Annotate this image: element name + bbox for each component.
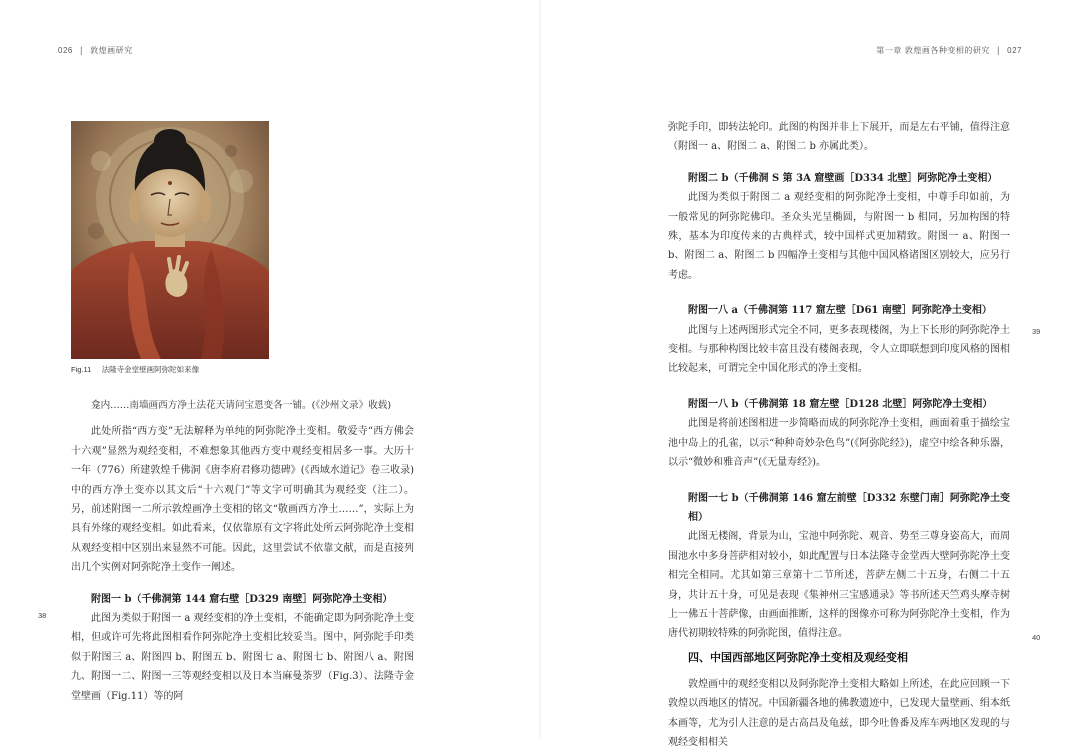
paragraph: 此图为类似于附图二 a 观经变相的阿弥陀净土变相，中尊手印如前，为一般常见的阿弥陀佛印。圣众头光呈椭圆，与附图一 b 相同，另加构图的特殊，基本为印度传来的古典样式，较中国样式更加精致。附图一 a、附图一 b、附图二 a、附图二 b 四幅净土变相与其他中国风格诸图区别较大，应另行考虑。 — [668, 192, 1010, 281]
left-page-number: 026 — [58, 46, 73, 55]
paragraph: 此图是将前述图相进一步简略而成的阿弥陀净土变相，画面着重于描绘宝池中岛上的孔雀，以示“种种奇妙杂色鸟”(《阿弥陀经》)，虚空中绘各种乐器，以示“微妙和雅音声”(《无量寿经》)。 — [668, 418, 1010, 469]
left-header-title: 敦煌画研究 — [90, 46, 133, 55]
spacer — [71, 578, 414, 590]
paragraph: 此处所指“西方变”无法解释为单纯的阿弥陀净土变相。敬爱寺“西方佛会十六观”显然为观经变相，不难想象其他西方变中观经变相居多一事。大历十一年（776）所建敦煌千佛洞《唐李府君修功德碑》(《西域水道记》卷三收录)中的西方净土变亦以其文后“十六观门”等文字可明确其为观经变（注二）。另，前述附图一二所示敦煌画净土变相的铭文“敬画西方净土……”，实际上为具有外缘的观经变相。如此看来，仅依靠原有文字将此处所云阿弥陀净土变相从观经变相中区别出来显然不可能。因此，这里尝试不依靠文献，而是直接列出几个实例对阿弥陀净土变作一阐述。 — [71, 426, 414, 574]
plate-heading: 附图一 b（千佛洞第 144 窟右壁［D329 南壁］阿弥陀净土变相） — [91, 593, 393, 605]
paragraph: 此图与上述两图形式完全不同，更多表现楼阁，为上下长形的阿弥陀净土变相。与那种构图比较丰富且没有楼阁表现，令人立即联想到印度风格的图相比较起来，可谓完全中国化形式的净土变相。 — [668, 324, 1010, 375]
plate-heading: 附图一八 a（千佛洞第 117 窟左壁［D61 南壁］阿弥陀净土变相） — [688, 305, 992, 317]
right-margin-number: 40 — [1032, 633, 1041, 642]
left-text-column — [71, 396, 414, 706]
header-separator: | — [79, 46, 84, 55]
plate-heading: 附图一七 b（千佛洞第 146 窟左前壁［D332 东壁门南］阿弥陀净土变相） — [688, 492, 1010, 523]
figure-caption-text: 法隆寺金堂壁画阿弥陀如来像 — [101, 365, 200, 374]
spacer — [668, 157, 1010, 169]
figure-caption — [71, 364, 199, 375]
section-heading: 四、中国西部地区阿弥陀净土变相及观经变相 — [688, 650, 908, 664]
plate-heading: 附图一八 b（千佛洞第 18 窟左壁［D128 北壁］阿弥陀净土变相） — [688, 398, 993, 410]
paragraph-continuation: 弥陀手印，即转法轮印。此图的构图并非上下展开，而是左右平铺，值得注意（附图一 a、附图二 a、附图二 b 亦属此类）。 — [668, 122, 1010, 153]
book-gutter — [539, 0, 541, 738]
spacer — [668, 379, 1010, 395]
paragraph: 此图为类似于附图一 a 观经变相的净土变相，不能确定即为阿弥陀净土变相，但或许可先将此图相看作阿弥陀净土变相比较妥当。图中，阿弥陀手印类似于附图三 a、附图四 b、附图五 b、附图七 a、附图七 b、附图八 a、附图九、附图一二、附图一三等观经变相以及日本当麻曼荼罗（Fig.3）、法隆寺金堂壁画（Fig.11）等的阿 — [71, 613, 414, 702]
left-margin-number: 38 — [38, 611, 47, 620]
paragraph: 敦煌画中的观经变相以及阿弥陀净土变相大略如上所述，在此应回顾一下敦煌以西地区的情况。中国新疆各地的佛教遗迹中，已发现大量壁画、绢本纸本画等，尤为引人注意的是古高昌及龟兹，即今吐鲁番及库车两地区发现的与观经变相相关 — [668, 678, 1010, 748]
paragraph: 此图无楼阁，背景为山，宝池中阿弥陀、观音、势至三尊身姿高大，而周围池水中多身菩萨相对较小，如此配置与日本法隆寺金堂西大壁阿弥陀净土变相完全相同。尤其如第三章第十二节所述，菩萨左侧二十五身，右侧二十五身，共计五十身，可见是表现《集神州三宝感通录》等书所述天竺鸡头摩寺树上一佛五十菩萨像，由画面推断，这样的图像亦可称为阿弥陀净土变相，作为唐代初期较特殊的阿弥陀图，值得注意。 — [668, 531, 1010, 640]
buddha-painting-image — [71, 121, 269, 359]
spacer — [668, 285, 1010, 301]
spacer — [668, 473, 1010, 489]
right-page-number: 027 — [1007, 46, 1022, 55]
plate-heading: 附图二 b（千佛洞 S 第 3A 窟壁画［D334 北壁］阿弥陀净土变相） — [688, 172, 998, 184]
figure-label: Fig.11 — [71, 365, 92, 374]
right-running-head — [876, 45, 1022, 56]
right-header-title: 第一章 敦煌画各种变相的研究 — [876, 46, 990, 55]
header-separator: | — [996, 46, 1001, 55]
right-text-column — [668, 118, 1010, 752]
left-running-head — [58, 45, 133, 56]
quotation: 龛内……南墙画西方净土法花天请问宝恩变各一铺。(《沙州文录》收载) — [91, 400, 392, 411]
right-margin-number: 39 — [1032, 327, 1041, 336]
